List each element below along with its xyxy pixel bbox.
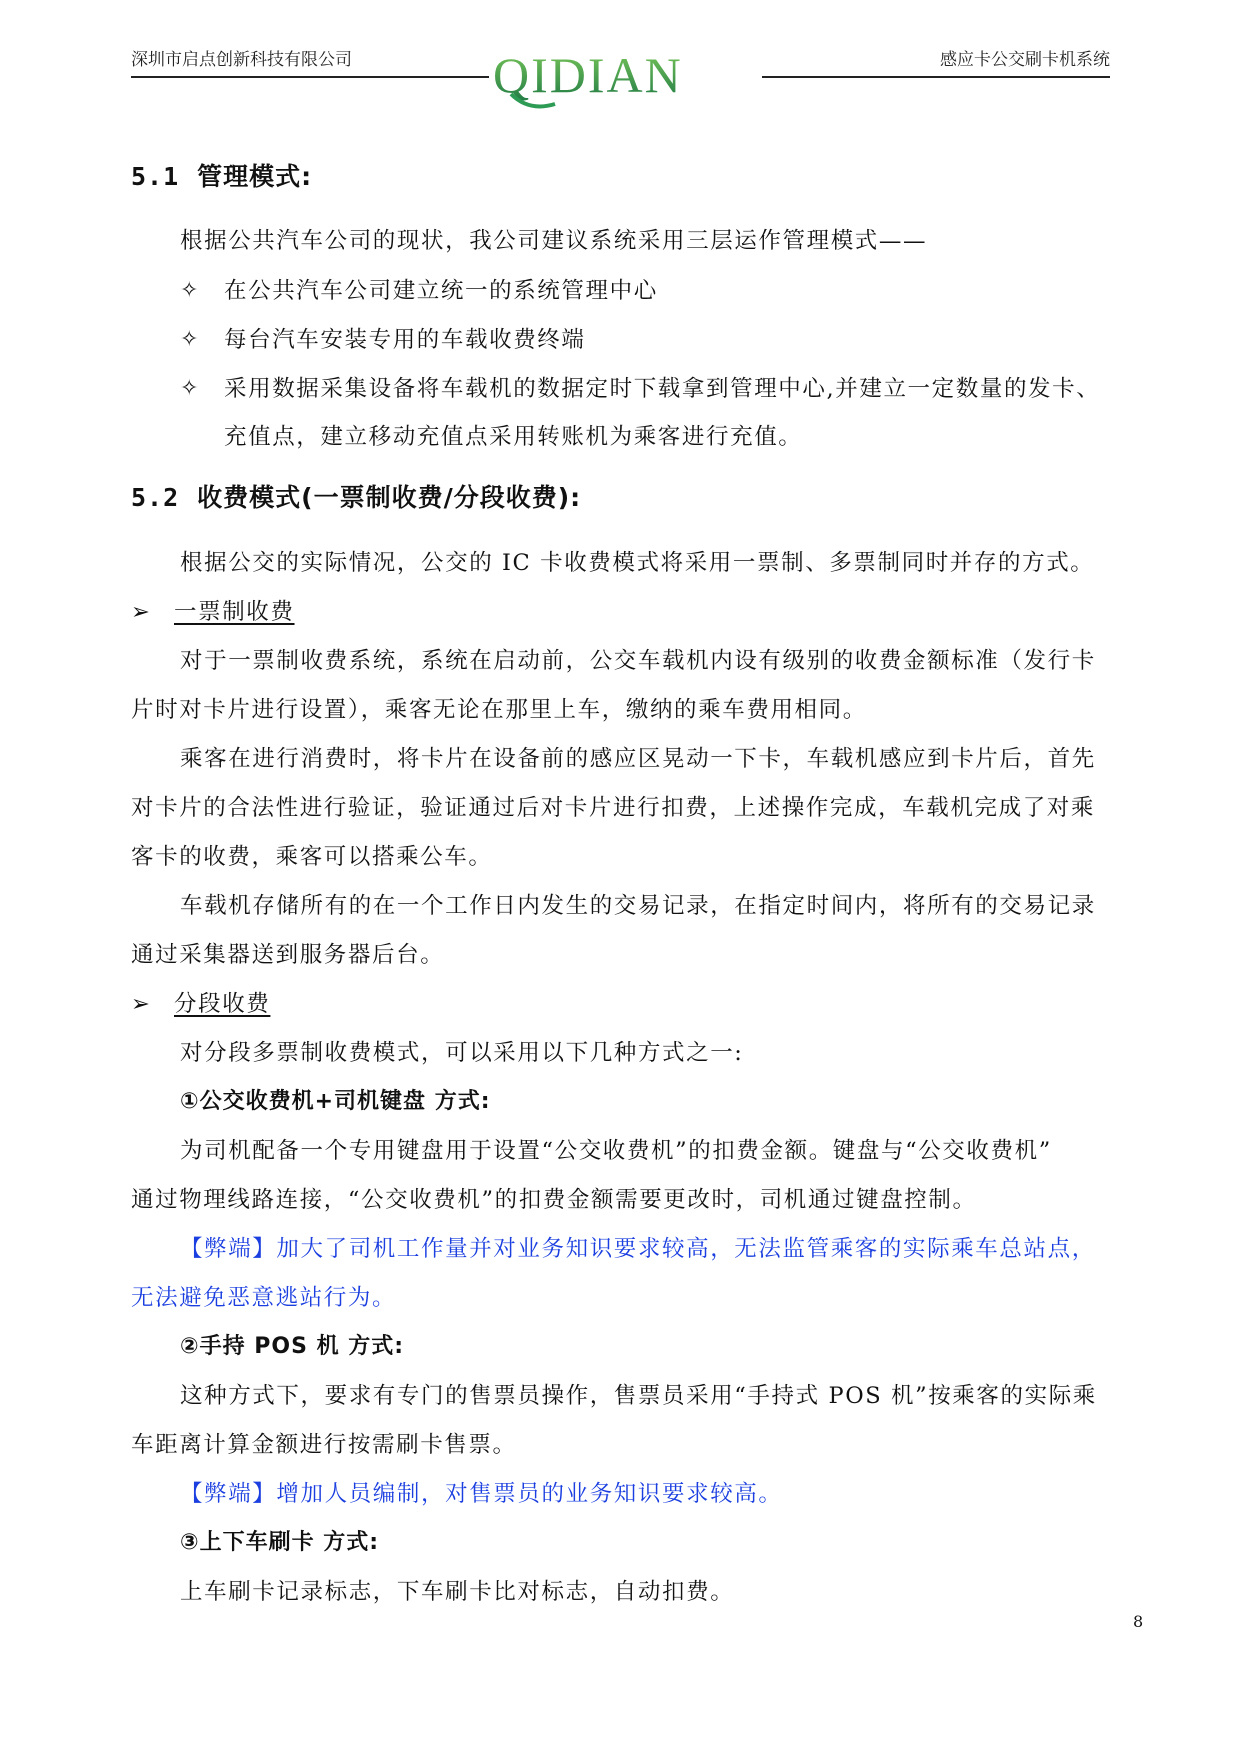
- arrow-icon: ➢: [131, 599, 152, 625]
- section-5-1-number: 5.1: [131, 162, 180, 191]
- method-2-title: ②手持 POS 机 方式:: [180, 1334, 405, 1359]
- header-rule-left: [131, 76, 489, 78]
- method-3-line1: 上车刷卡记录标志，下车刷卡比对标志，自动扣费。: [180, 1579, 735, 1605]
- method-2-line2: 车距离计算金额进行按需刷卡售票。: [131, 1432, 517, 1458]
- method-2-drawback: 【弊端】增加人员编制，对售票员的业务知识要求较高。: [180, 1481, 783, 1507]
- method-1-title: ①公交收费机+司机键盘 方式:: [180, 1089, 491, 1114]
- section-5-1-heading: [131, 162, 312, 192]
- management-item-2: 每台汽车安装专用的车载收费终端: [224, 327, 586, 353]
- page-number: 8: [1133, 1612, 1144, 1631]
- segmented-intro: 对分段多票制收费模式，可以采用以下几种方式之一:: [180, 1040, 744, 1066]
- section-5-2-number: 5.2: [131, 483, 180, 512]
- method-1-drawback-line2: 无法避免恶意逃站行为。: [131, 1285, 397, 1311]
- one-ticket-p1-line2: 片时对卡片进行设置），乘客无论在那里上车，缴纳的乘车费用相同。: [131, 697, 867, 723]
- bullet-icon: ✧: [180, 278, 201, 303]
- management-item-1: 在公共汽车公司建立统一的系统管理中心: [224, 278, 658, 304]
- one-ticket-p2-line3: 客卡的收费，乘客可以搭乘公车。: [131, 844, 493, 870]
- method-1-line1: 为司机配备一个专用键盘用于设置“公交收费机”的扣费金额。键盘与“公交收费机”: [180, 1138, 1052, 1164]
- section-5-2-intro: 根据公交的实际情况，公交的 IC 卡收费模式将采用一票制、多票制同时并存的方式。: [180, 550, 1095, 576]
- section-5-2-heading: [131, 483, 581, 513]
- one-ticket-p3-line1: 车载机存储所有的在一个工作日内发生的交易记录，在指定时间内，将所有的交易记录: [180, 893, 1096, 919]
- qidian-logo: [489, 46, 762, 114]
- method-3-title: ③上下车刷卡 方式:: [180, 1530, 380, 1555]
- one-ticket-p2-line2: 对卡片的合法性进行验证，验证通过后对卡片进行扣费，上述操作完成，车载机完成了对乘: [131, 795, 1096, 821]
- header-system-title: 感应卡公交刷卡机系统: [940, 50, 1110, 70]
- section-5-2-title: 收费模式(一票制收费/分段收费):: [197, 483, 582, 512]
- method-2-line1: 这种方式下，要求有专门的售票员操作，售票员采用“手持式 POS 机”按乘客的实际乘: [180, 1383, 1097, 1409]
- svg-text:QIDIAN: QIDIAN: [493, 47, 683, 103]
- one-ticket-p3-line2: 通过采集器送到服务器后台。: [131, 942, 445, 968]
- method-1-line2: 通过物理线路连接，“公交收费机”的扣费金额需要更改时，司机通过键盘控制。: [131, 1187, 977, 1213]
- section-5-1-title: 管理模式:: [197, 162, 313, 191]
- segmented-title: 分段收费: [174, 991, 271, 1017]
- one-ticket-p2-line1: 乘客在进行消费时，将卡片在设备前的感应区晃动一下卡，车载机感应到卡片后，首先: [180, 746, 1096, 772]
- management-item-3: 采用数据采集设备将车载机的数据定时下载拿到管理中心,并建立一定数量的发卡、: [224, 376, 1101, 402]
- header-company: 深圳市启点创新科技有限公司: [131, 50, 352, 70]
- one-ticket-title: 一票制收费: [174, 599, 295, 625]
- arrow-icon: ➢: [131, 991, 152, 1017]
- header-rule-right: [762, 76, 1110, 78]
- one-ticket-p1-line1: 对于一票制收费系统，系统在启动前，公交车载机内设有级别的收费金额标准（发行卡: [180, 648, 1096, 674]
- bullet-icon: ✧: [180, 327, 201, 352]
- section-5-1-intro: 根据公共汽车公司的现状，我公司建议系统采用三层运作管理模式——: [180, 228, 928, 254]
- management-item-3-cont: 充值点，建立移动充值点采用转账机为乘客进行充值。: [224, 424, 803, 450]
- method-1-drawback-line1: 【弊端】加大了司机工作量并对业务知识要求较高，无法监管乘客的实际乘车总站点，: [180, 1236, 1096, 1262]
- bullet-icon: ✧: [180, 376, 201, 401]
